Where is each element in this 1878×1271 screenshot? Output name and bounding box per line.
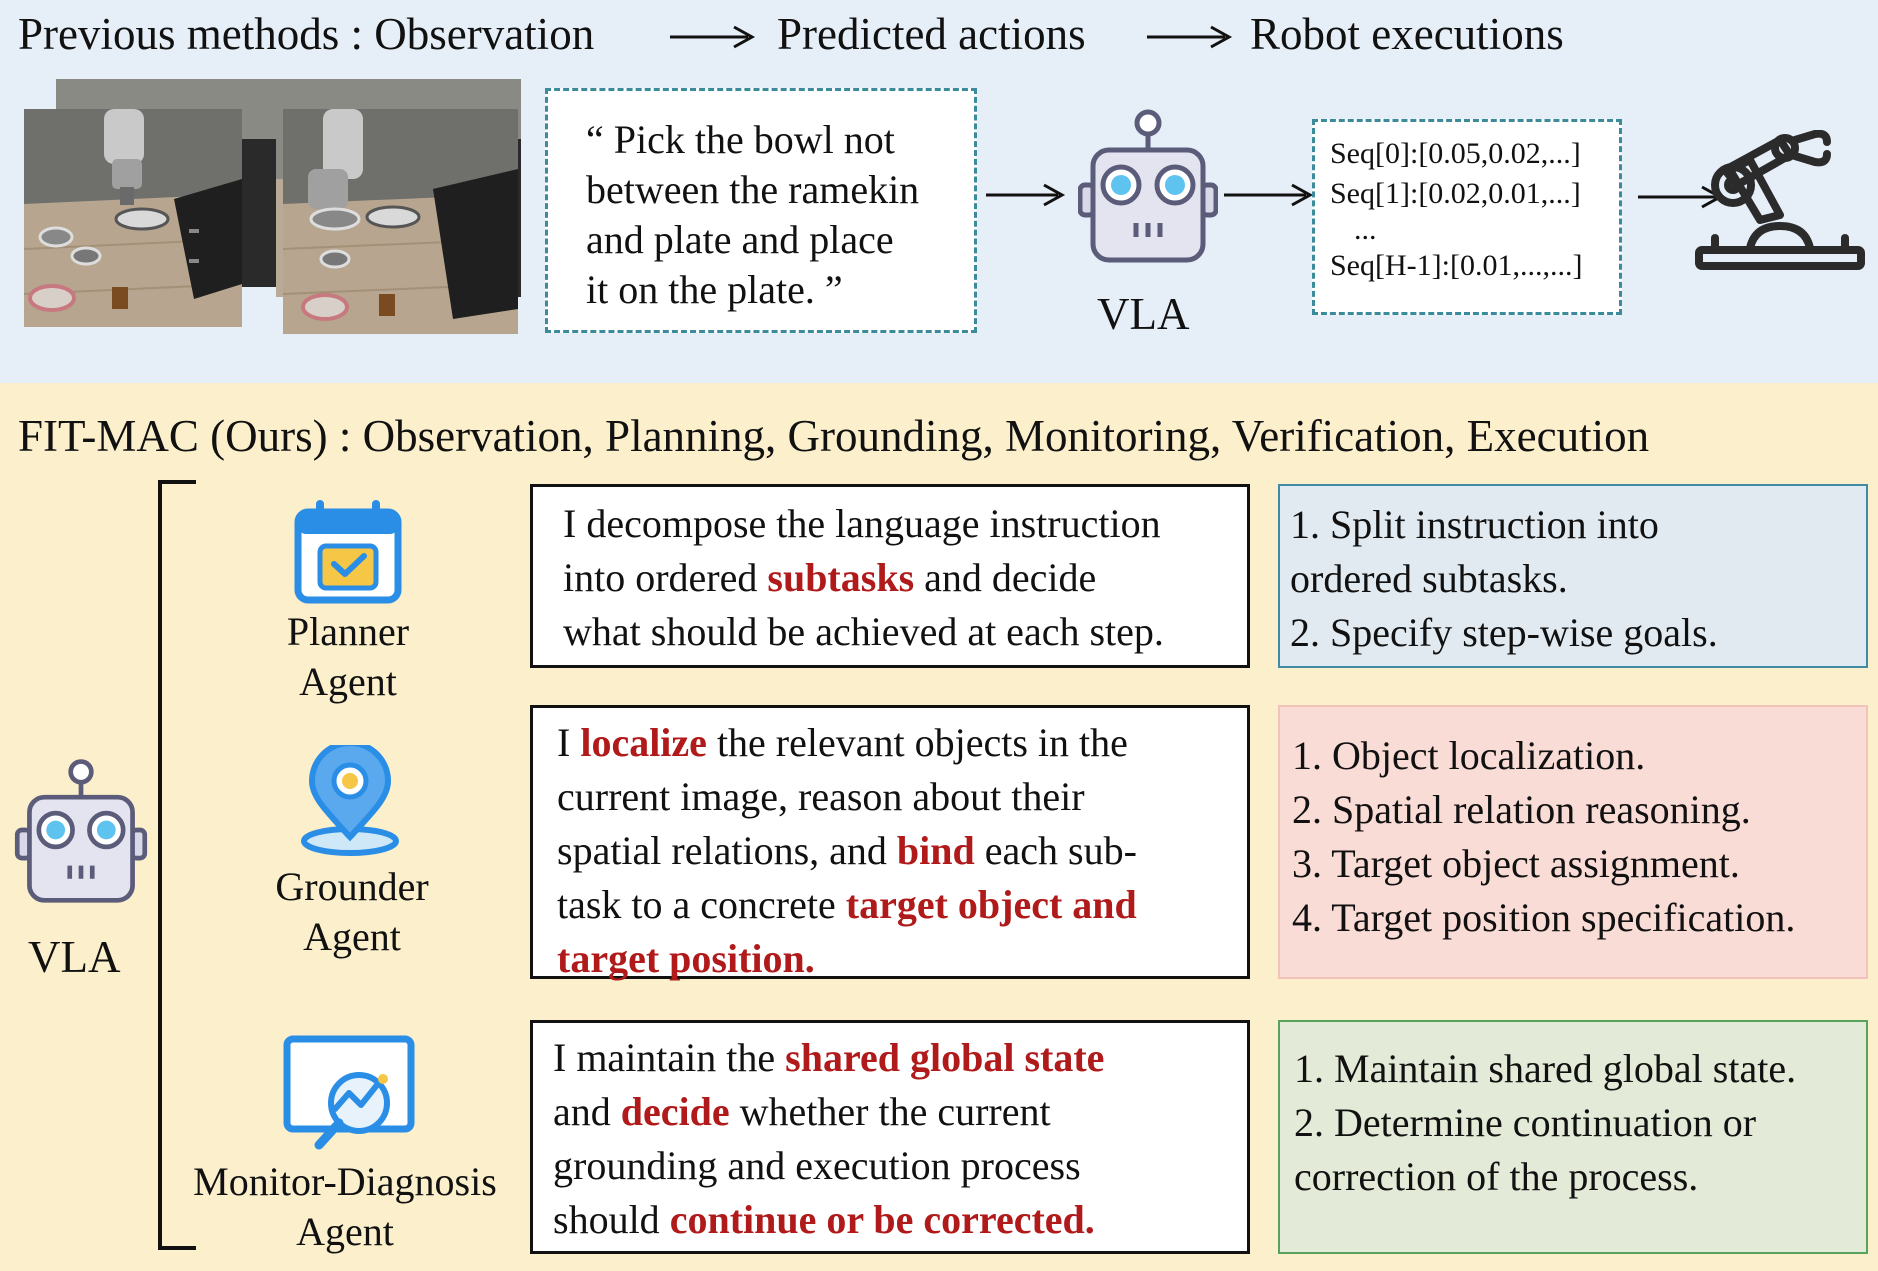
description-line — [557, 824, 1247, 878]
description-text: should — [553, 1197, 670, 1242]
summary-line: 2. Spatial relation reasoning. — [1292, 787, 1751, 832]
summary-line: 1. Object localization. — [1292, 733, 1646, 778]
agent-name-line: Monitor-Diagnosis — [193, 1159, 497, 1204]
description-text: spatial relations, and — [557, 828, 897, 873]
grounder-agent-label — [252, 862, 452, 962]
description-line — [553, 1193, 1247, 1247]
description-text: I — [557, 720, 581, 765]
highlight-continue-or-corrected: continue or be corrected. — [669, 1197, 1095, 1242]
grounder-summary-box — [1278, 705, 1868, 979]
description-text: into ordered — [563, 555, 768, 600]
description-line — [557, 716, 1247, 770]
planner-description-box — [530, 484, 1250, 668]
agent-name-line: Agent — [296, 1209, 394, 1254]
summary-line: 1. Split instruction into — [1290, 502, 1659, 547]
agent-name-line: Agent — [303, 914, 401, 959]
sequence-line: Seq[0]:[0.05,0.02,...] — [1330, 137, 1581, 170]
sequence-line: Seq[1]:[0.02,0.01,...] — [1330, 177, 1581, 210]
description-text: I maintain the — [553, 1035, 786, 1080]
arrow-right-icon — [668, 22, 758, 52]
observation-images — [24, 79, 524, 334]
summary-line: 2. Determine continuation or — [1294, 1100, 1757, 1145]
description-line: current image, reason about their — [557, 774, 1085, 819]
monitor-analytics-icon — [283, 1035, 415, 1163]
highlight-localize: localize — [580, 720, 707, 765]
summary-line: 2. Specify step-wise goals. — [1290, 610, 1718, 655]
summary-line: ordered subtasks. — [1290, 556, 1568, 601]
description-text: and — [553, 1089, 621, 1134]
instruction-box — [545, 88, 977, 333]
description-line: grounding and execution process — [553, 1143, 1081, 1188]
description-line: what should be achieved at each step. — [563, 609, 1164, 654]
sequence-ellipsis: ... — [1354, 213, 1377, 246]
monitor-summary-box — [1278, 1020, 1868, 1254]
arrow-right-icon — [984, 180, 1066, 210]
planner-summary-box — [1278, 484, 1868, 668]
robot-executions-label: Robot executions — [1250, 9, 1564, 59]
agents-bracket — [150, 478, 200, 1253]
agent-name-line: Planner — [286, 609, 410, 654]
location-pin-icon — [296, 745, 404, 857]
grounder-description-box — [530, 705, 1250, 979]
vla-robot-icon — [1078, 105, 1218, 265]
highlight-target-object: target object and — [845, 882, 1137, 927]
observation-frame-1 — [24, 109, 242, 327]
description-text: the relevant objects in the — [706, 720, 1128, 765]
description-line — [557, 878, 1247, 932]
previous-methods-title-prefix: Previous methods : Observation — [18, 9, 595, 59]
vla-label-top: VLA — [1097, 289, 1190, 339]
description-line — [563, 551, 1247, 605]
highlight-shared-global-state: shared global state — [785, 1035, 1105, 1080]
highlight-subtasks: subtasks — [767, 555, 915, 600]
monitor-diagnosis-agent-label — [175, 1157, 515, 1257]
instruction-line: “ Pick the bowl not — [586, 117, 895, 162]
summary-line: 4. Target position specification. — [1292, 895, 1796, 940]
description-text: each sub- — [974, 828, 1137, 873]
description-text: whether the current — [729, 1089, 1051, 1134]
planner-agent-label — [248, 607, 448, 707]
predicted-actions-label: Predicted actions — [777, 9, 1086, 59]
description-text: and decide — [914, 555, 1097, 600]
instruction-line: between the ramekin — [586, 167, 920, 212]
summary-line: correction of the process. — [1294, 1154, 1699, 1199]
observation-frame-2 — [283, 109, 518, 334]
highlight-target-position: target position. — [557, 936, 815, 981]
description-line — [553, 1031, 1247, 1085]
agent-name-line: Agent — [299, 659, 397, 704]
description-line — [553, 1085, 1247, 1139]
description-line: I decompose the language instruction — [563, 501, 1161, 546]
highlight-bind: bind — [896, 828, 975, 873]
agent-name-line: Grounder — [275, 864, 429, 909]
monitor-description-box — [530, 1020, 1250, 1254]
summary-line: 3. Target object assignment. — [1292, 841, 1740, 886]
arrow-right-icon — [1222, 180, 1314, 210]
summary-line: 1. Maintain shared global state. — [1294, 1046, 1797, 1091]
vla-label-bottom: VLA — [28, 932, 121, 982]
arrow-right-icon — [1145, 22, 1235, 52]
action-sequence-box — [1312, 119, 1622, 315]
vla-robot-icon — [2, 755, 160, 905]
description-text: task to a concrete — [557, 882, 846, 927]
highlight-decide: decide — [620, 1089, 730, 1134]
fit-mac-title: FIT-MAC (Ours) : Observation, Planning, Grounding, Monitoring, Verification, Execution — [18, 411, 1650, 461]
instruction-line: and plate and place — [586, 217, 894, 262]
instruction-line: it on the plate. ” — [586, 267, 843, 312]
calendar-check-icon — [292, 498, 404, 606]
robot-arm-icon — [1695, 130, 1865, 278]
sequence-line: Seq[H-1]:[0.01,...,...] — [1330, 249, 1583, 282]
